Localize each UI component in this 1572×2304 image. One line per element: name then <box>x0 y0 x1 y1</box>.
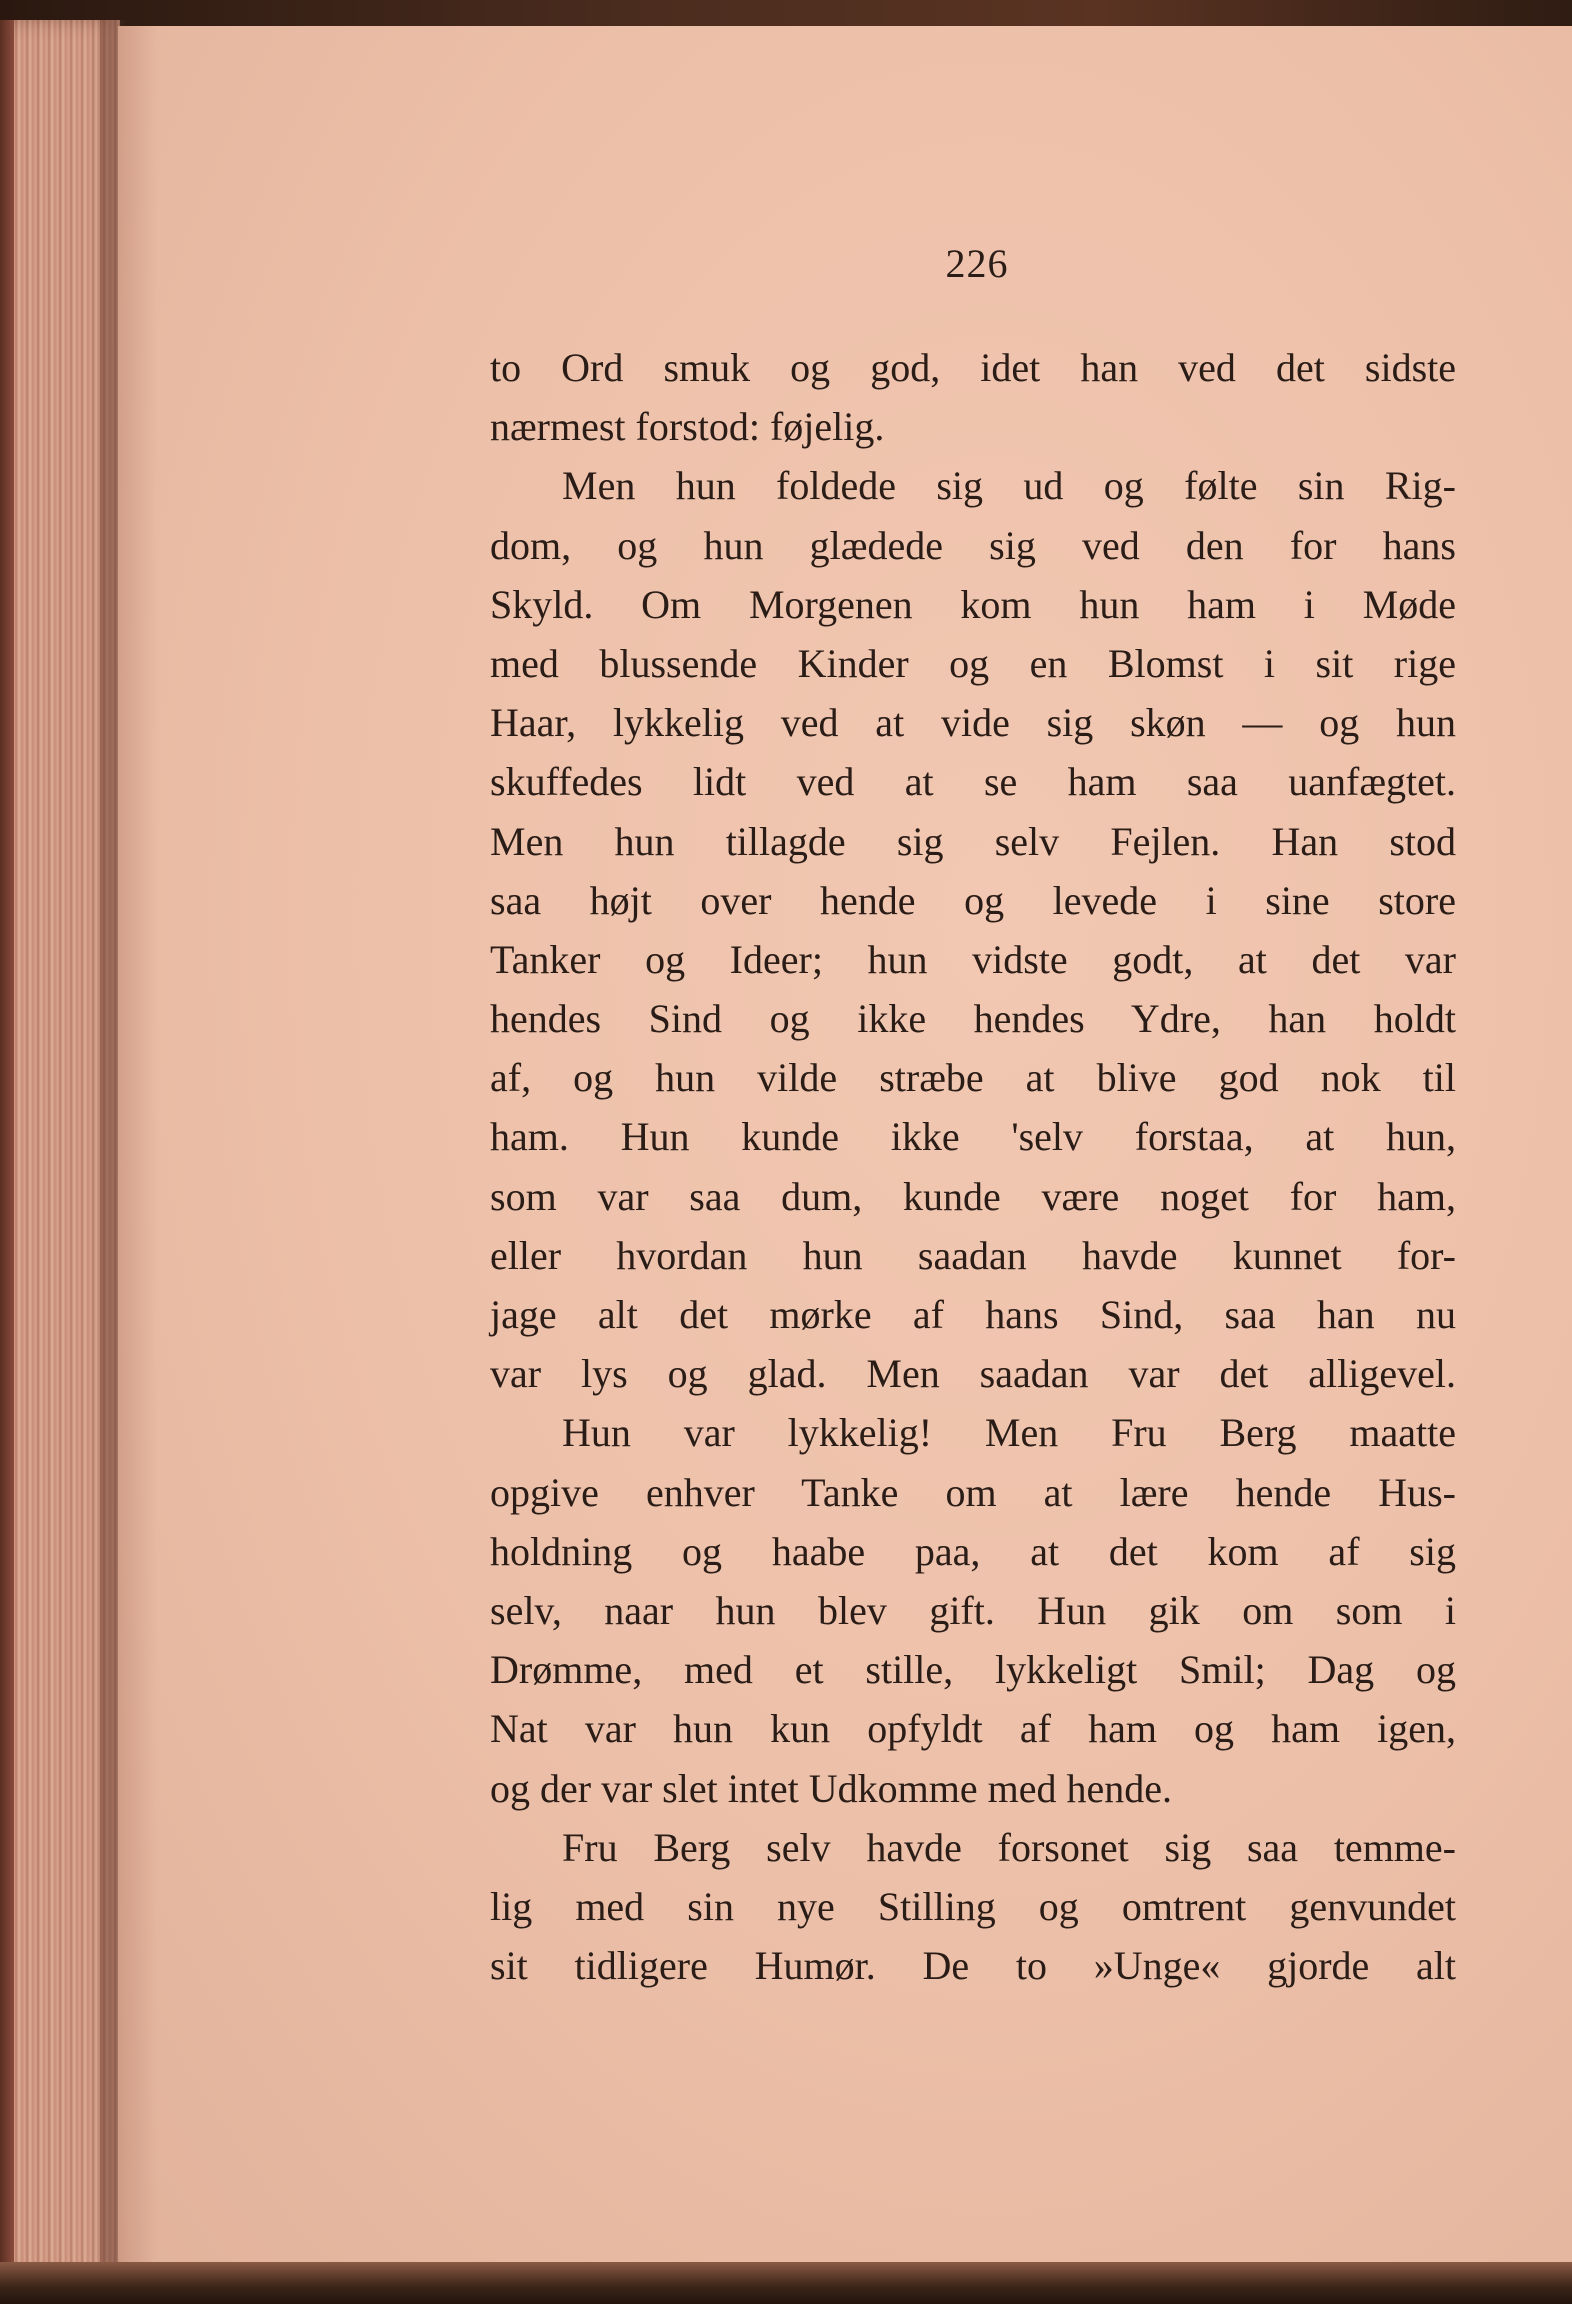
text-line: Skyld. Om Morgenen kom hun ham i Møde <box>490 581 1456 627</box>
text-line: hendes Sind og ikke hendes Ydre, han holdt <box>490 996 1456 1042</box>
text-line: holdning og haabe paa, at det kom af sig <box>490 1528 1456 1574</box>
text-line: med blussende Kinder og en Blomst i sit rige <box>490 640 1456 686</box>
text-line: Haar, lykkelig ved at vide sig skøn — og hun <box>490 700 1456 746</box>
text-line: Tanker og Ideer; hun vidste godt, at det var <box>490 936 1456 982</box>
page-number: 226 <box>945 241 1009 286</box>
text-line: dom, og hun glædede sig ved den for hans <box>490 522 1456 568</box>
text-line: som var saa dum, kunde være noget for ham, <box>490 1173 1456 1219</box>
text-line: Men hun tillagde sig selv Fejlen. Han stod <box>490 818 1456 864</box>
text-line: af, og hun vilde stræbe at blive god nok til <box>490 1055 1456 1101</box>
text-line: ham. Hun kunde ikke 'selv forstaa, at hun, <box>490 1114 1456 1160</box>
text-line: var lys og glad. Men saadan var det alligevel. <box>490 1351 1456 1397</box>
text-line: og der var slet intet Udkomme med hende. <box>490 1765 1173 1811</box>
text-line: Men hun foldede sig ud og følte sin Rig- <box>562 463 1456 509</box>
text-line: sit tidligere Humør. De to »Unge« gjorde alt <box>490 1943 1456 1989</box>
text-line: skuffedes lidt ved at se ham saa uanfægtet. <box>490 759 1456 805</box>
body-text <box>490 338 1456 1995</box>
text-line: jage alt det mørke af hans Sind, saa han nu <box>490 1292 1456 1337</box>
text-line: to Ord smuk og god, idet han ved det sidste <box>490 345 1456 390</box>
text-line: eller hvordan hun saadan havde kunnet for- <box>490 1232 1456 1278</box>
text-line: nærmest forstod: føjelig. <box>490 404 885 450</box>
text-line: selv, naar hun blev gift. Hun gik om som i <box>490 1587 1456 1633</box>
text-line: Nat var hun kun opfyldt af ham og ham igen, <box>490 1706 1456 1752</box>
text-line: opgive enhver Tanke om at lære hende Hus- <box>490 1469 1456 1515</box>
text-line: lig med sin nye Stilling og omtrent genvundet <box>490 1883 1456 1929</box>
text-line: Hun var lykkelig! Men Fru Berg maatte <box>562 1410 1456 1456</box>
text-line: Fru Berg selv havde forsonet sig saa temme- <box>562 1824 1456 1870</box>
text-line: Drømme, med et stille, lykkeligt Smil; Dag og <box>490 1647 1456 1693</box>
text-line: saa højt over hende og levede i sine store <box>490 877 1456 923</box>
